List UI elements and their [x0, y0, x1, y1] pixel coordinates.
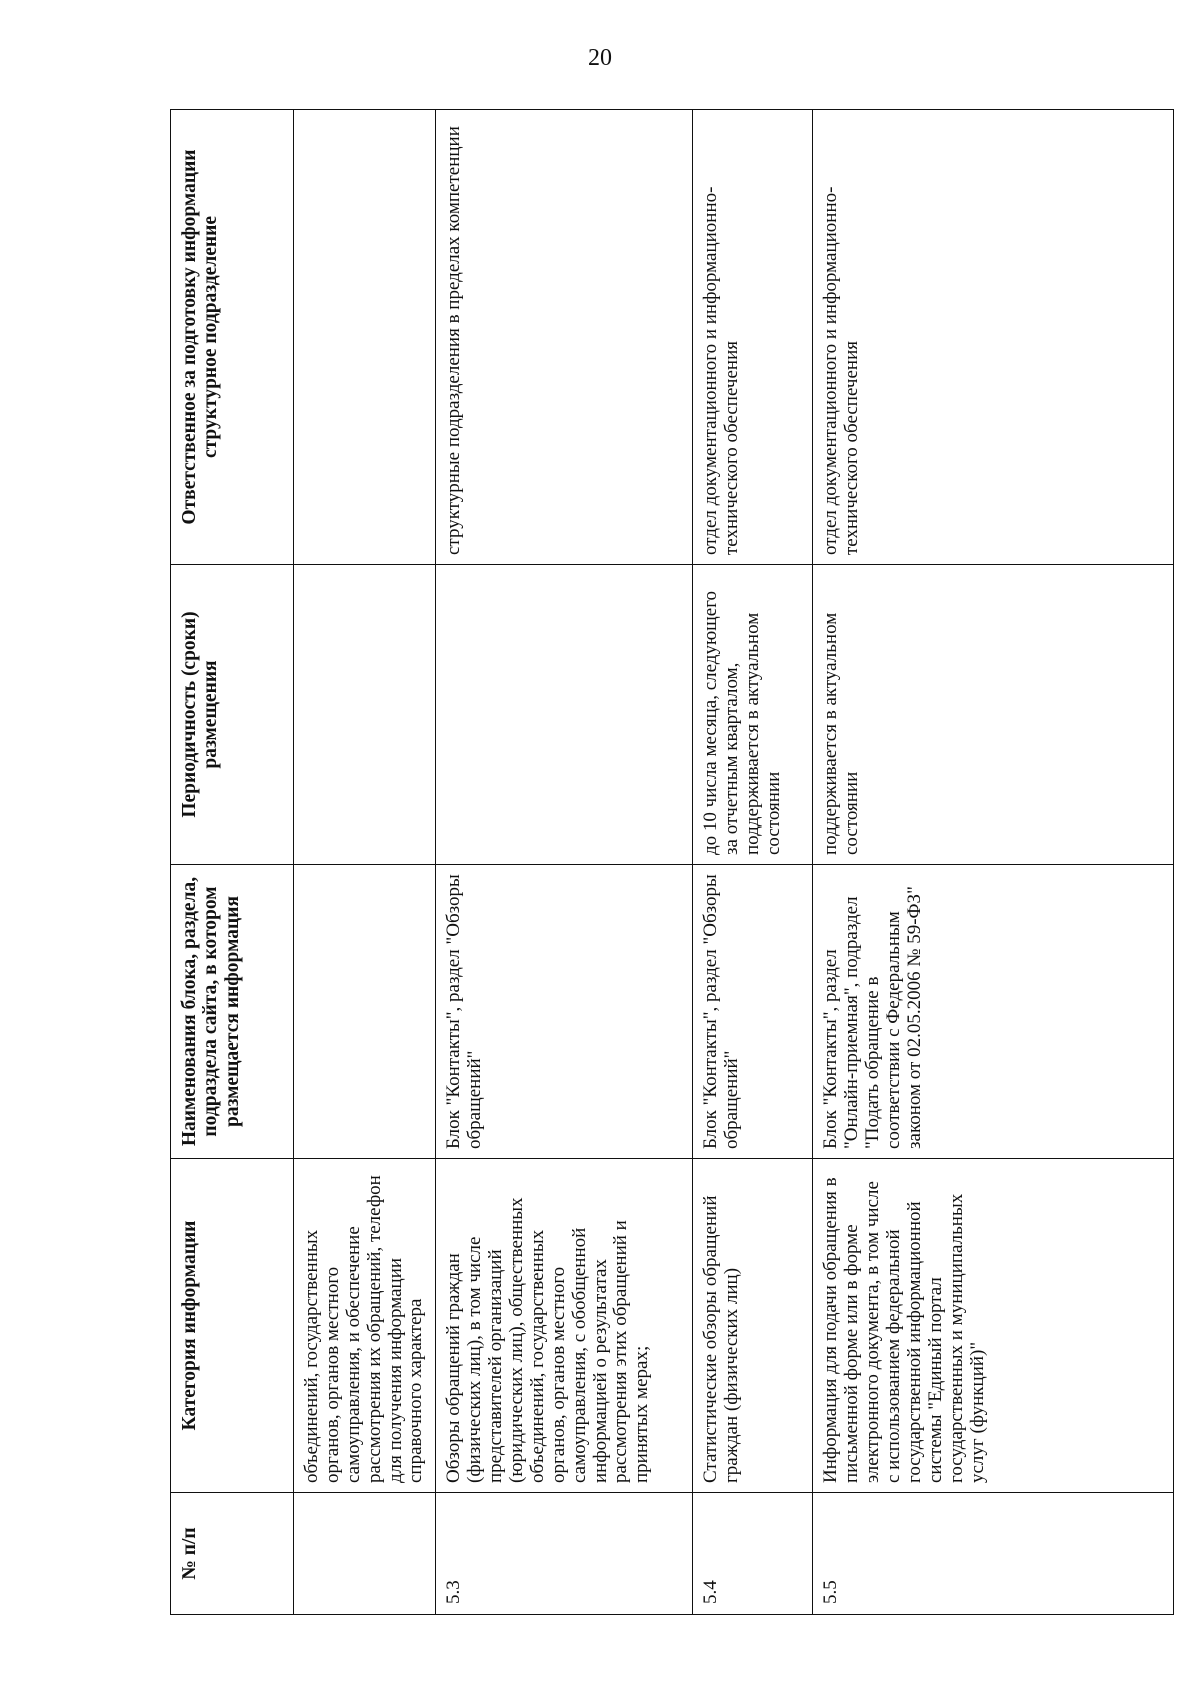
table-rotator [170, 110, 1173, 1615]
cell-period [436, 565, 693, 865]
cell-period: до 10 числа месяца, следующего за отчетным кварталом, поддерживается в актуальном состоянии [693, 565, 813, 865]
cell-section: Блок "Контакты", раздел "Онлайн-приемная", подраздел "Подать обращение в соответствии с Федеральным законом от 02.05.2006 № 59-ФЗ" [813, 865, 1174, 1159]
header-section: Наименования блока, раздела, подраздела сайта, в котором размещается информация [171, 865, 294, 1159]
cell-responsible [294, 110, 436, 565]
cell-responsible: отдел документационного и информационно-технического обеспечения [693, 110, 813, 565]
cell-period [294, 565, 436, 865]
page-number: 20 [588, 45, 612, 71]
cell-responsible: структурные подразделения в пределах компетенции [436, 110, 693, 565]
table-row [436, 110, 693, 1615]
rotated-table-container [170, 110, 1173, 1615]
cell-responsible: отдел документационного и информационно-технического обеспечения [813, 110, 1174, 565]
table-header-row [171, 110, 294, 1615]
cell-period: поддерживается в актуальном состоянии [813, 565, 1174, 865]
cell-section: Блок "Контакты", раздел "Обзоры обращений" [693, 865, 813, 1159]
table-row [813, 110, 1174, 1615]
cell-num: 5.4 [693, 1493, 813, 1615]
cell-category: объединений, государственных органов, органов местного самоуправления, и обеспечение рассмотрения их обращений, телефон для получения информации справочного характера [294, 1159, 436, 1493]
cell-num: 5.3 [436, 1493, 693, 1615]
information-table [170, 109, 1174, 1615]
cell-category: Информация для подачи обращения в письменной форме или в форме электронного документа, в том числе с использованием федеральной государственной информационной системы "Единый портал государственных и муниципальных услуг (функций)" [813, 1159, 1174, 1493]
header-responsible: Ответственное за подготовку информации структурное подразделение [171, 110, 294, 565]
table-row [294, 110, 436, 1615]
cell-num: 5.5 [813, 1493, 1174, 1615]
cell-category: Обзоры обращений граждан (физических лиц), в том числе представителей организаций (юридических лиц), общественных объединений, государственных органов, органов местного самоуправления, с обобщенной информацией о результатах рассмотрения этих обращений и принятых мерах; [436, 1159, 693, 1493]
cell-section: Блок "Контакты", раздел "Обзоры обращений" [436, 865, 693, 1159]
header-category: Категория информации [171, 1159, 294, 1493]
cell-num [294, 1493, 436, 1615]
cell-category: Статистические обзоры обращений граждан (физических лиц) [693, 1159, 813, 1493]
header-num: № п/п [171, 1493, 294, 1615]
cell-section [294, 865, 436, 1159]
table-row [693, 110, 813, 1615]
header-period: Периодичность (сроки) размещения [171, 565, 294, 865]
